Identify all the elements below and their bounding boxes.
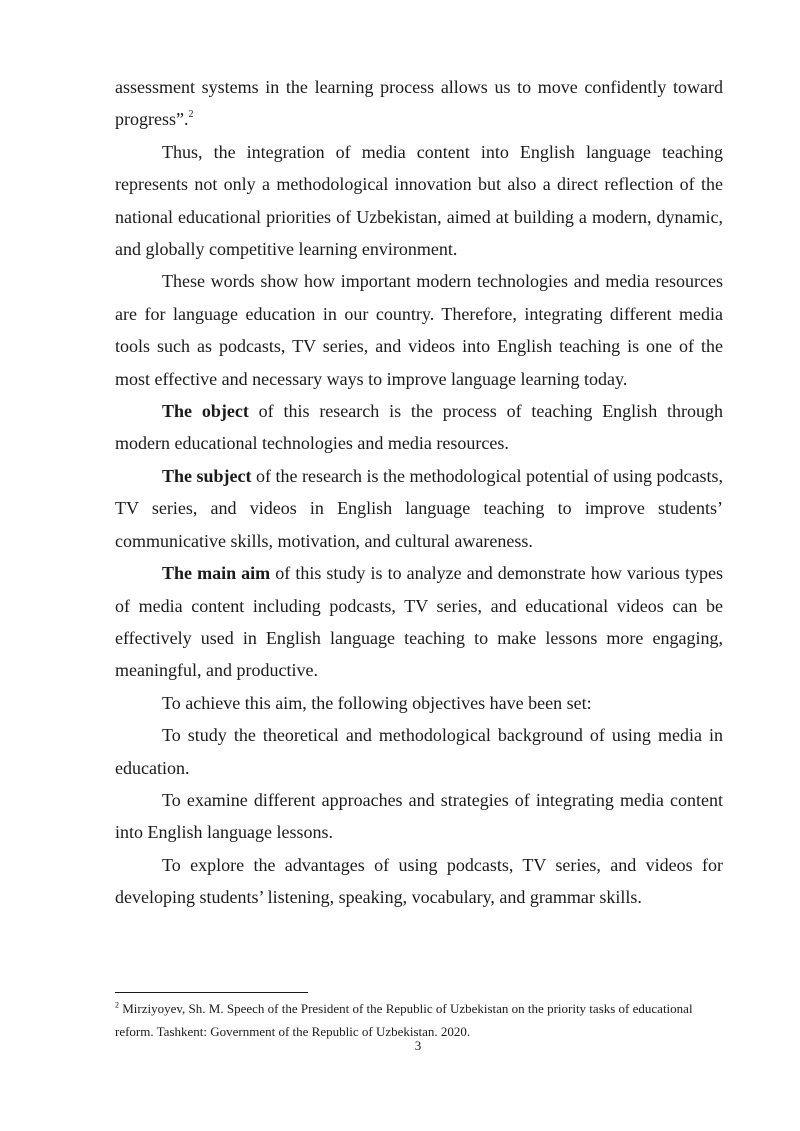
paragraph-objectives-intro: To achieve this aim, the following objectives have been set: (162, 692, 592, 713)
paragraph-integration: Thus, the integration of media content into English language teaching represents not only a methodological innovation but also a direct reflection of the national educational priorities of Uzbekistan, aimed at building a modern, dynamic, and globally competitive learning environment. (115, 141, 723, 260)
aim-text: of this study is to analyze and demonstrate how various types of media content including podcasts, TV series, and educational videos can be effectively used in English language teaching to make lessons more engaging, meaningful, and productive. (115, 563, 723, 681)
paragraph-object (115, 395, 723, 460)
footnote-text: Mirziyoyev, Sh. M. Speech of the President of the Republic of Uzbekistan on the priority tasks of educational reform. Tashkent: Government of the Republic of Uzbekistan. 2020. (115, 1001, 693, 1039)
object-label: The object (162, 401, 249, 422)
paragraph-text: assessment systems in the learning process allows us to move confidently toward progress”. (115, 77, 723, 130)
footnote (115, 997, 723, 1043)
objective-item: To examine different approaches and strategies of integrating media content into English language lessons. (115, 789, 723, 843)
footnote-marker: 2 (115, 1000, 119, 1010)
subject-text: of the research is the methodological potential of using podcasts, TV series, and videos in English language teaching to improve students’ communicative skills, motivation, and cultural awareness. (115, 465, 724, 551)
objective-item: To explore the advantages of using podcasts, TV series, and videos for developing students’ listening, speaking, vocabulary, and grammar skills. (115, 854, 723, 908)
paragraph-aim (115, 557, 723, 687)
footnote-separator (115, 992, 308, 993)
aim-label: The main aim (162, 563, 271, 584)
body-text (115, 71, 723, 914)
page-number: 3 (414, 1038, 422, 1053)
objective-item: To study the theoretical and methodological background of using media in education. (115, 725, 723, 778)
paragraph-subject (115, 460, 723, 557)
paragraph-continuation (115, 71, 723, 136)
object-text: of this research is the process of teaching English through modern educational technologies and media resources. (115, 401, 724, 454)
paragraph-words: These words show how important modern technologies and media resources are for language education in our country. Therefore, integrating different media tools such as podcasts, TV series, and videos into English teaching is one of the most effective and necessary ways to improve language learning today. (115, 271, 723, 389)
subject-label: The subject (162, 465, 252, 486)
footnote-reference[interactable]: 2 (188, 109, 194, 121)
